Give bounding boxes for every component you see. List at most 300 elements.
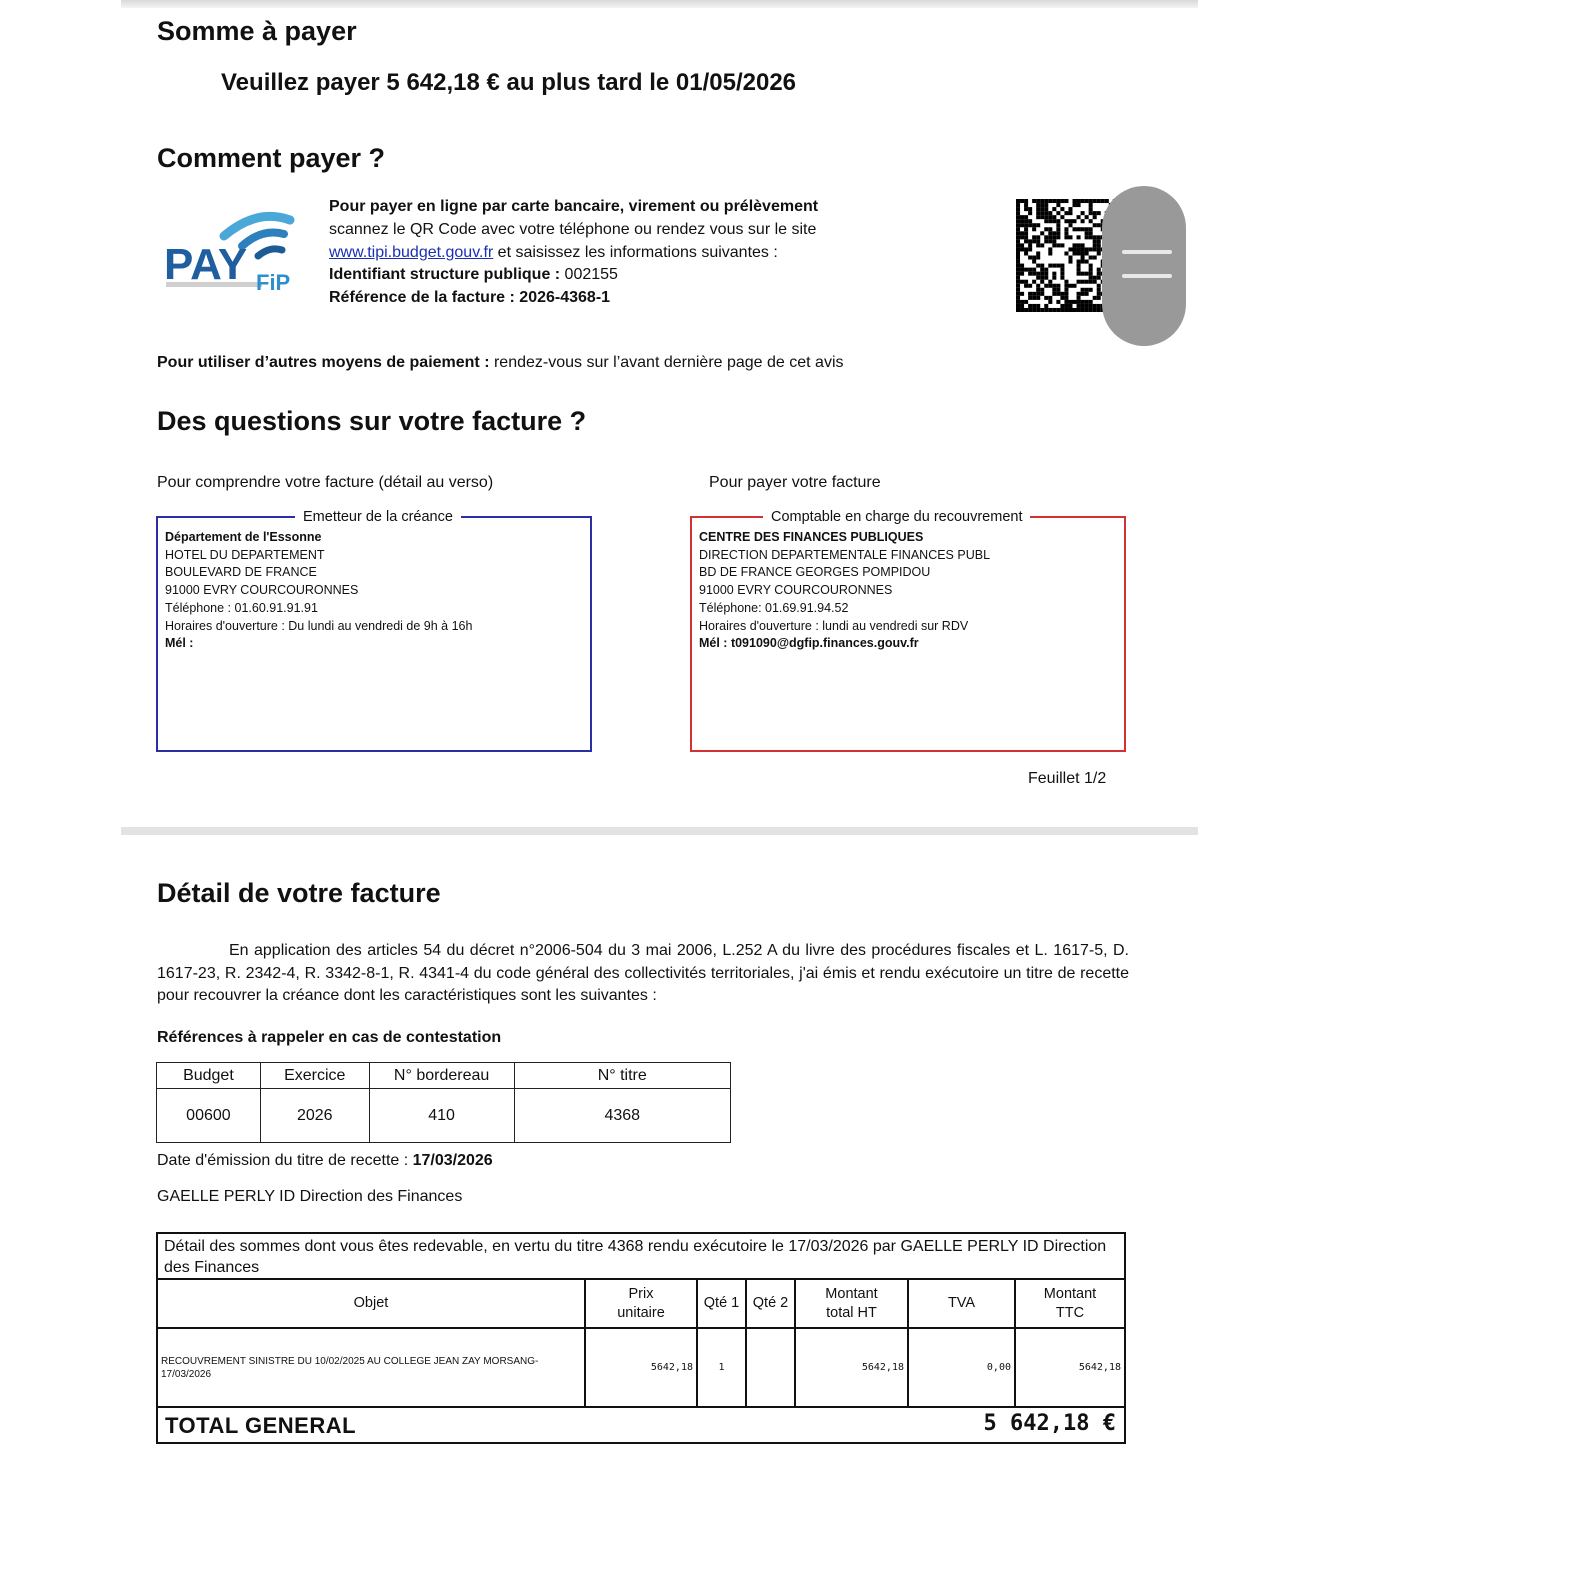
qr-module [1064,296,1068,300]
qr-module [1036,284,1040,288]
qr-module [1085,251,1089,255]
qr-module [1077,264,1081,268]
qr-module [1016,304,1020,308]
qr-module [1068,235,1072,239]
handle-grip-line [1122,274,1172,278]
qr-module [1081,227,1085,231]
qr-module [1077,296,1081,300]
qr-module [1089,247,1093,251]
qr-module [1056,219,1060,223]
other-payment-text: rendez-vous sur l’avant dernière page de cet avis [489,354,844,371]
ref-titre-value: 4368 [514,1089,731,1143]
qr-module [1064,231,1068,235]
qr-module [1097,251,1101,255]
qr-module [1068,304,1072,308]
col-qte1: Qté 1 [697,1280,746,1328]
qr-module [1048,211,1052,215]
qr-module [1073,300,1077,304]
row-qte2 [746,1328,795,1406]
qr-module [1040,215,1044,219]
qr-module [1081,260,1085,264]
qr-module [1036,239,1040,243]
qr-module [1093,296,1097,300]
qr-module [1077,235,1081,239]
qr-module [1032,227,1036,231]
issuer-mail: Mél : [165,636,194,651]
qr-module [1040,268,1044,272]
qr-module [1077,243,1081,247]
ref-bordereau-value: 410 [369,1089,514,1143]
qr-module [1064,280,1068,284]
qr-module [1073,251,1077,255]
qr-module [1077,251,1081,255]
qr-module [1024,207,1028,211]
col-qte2: Qté 2 [746,1280,795,1328]
issuer-line: BOULEVARD DE FRANCE [165,565,317,580]
qr-module [1056,223,1060,227]
qr-module [1032,223,1036,227]
qr-module [1048,280,1052,284]
qr-module [1052,292,1056,296]
row-prix: 5642,18 [585,1328,697,1406]
amounts-detail-table [156,1232,1126,1444]
qr-module [1064,219,1068,223]
qr-module [1081,272,1085,276]
qr-module [1081,199,1085,203]
qr-module [1036,272,1040,276]
qr-module [1060,276,1064,280]
issuer-name: Département de l'Essonne [165,530,322,544]
qr-module [1028,207,1032,211]
qr-module [1016,264,1020,268]
qr-module [1016,231,1020,235]
qr-module [1036,288,1040,292]
qr-module [1040,211,1044,215]
row-ht: 5642,18 [795,1328,908,1406]
qr-module [1028,308,1032,312]
qr-module [1024,268,1028,272]
issuer-line: HOTEL DU DEPARTEMENT [165,547,325,562]
qr-module [1028,219,1032,223]
qr-module [1048,308,1052,312]
qr-module [1093,276,1097,280]
qr-module [1073,199,1077,203]
qr-module [1056,227,1060,231]
qr-module [1052,276,1056,280]
qr-module [1089,256,1093,260]
qr-module [1097,268,1101,272]
total-row [158,1406,1124,1442]
qr-module [1036,304,1040,308]
qr-module [1068,207,1072,211]
issuer-phone: Téléphone : 01.60.91.91.91 [165,600,318,615]
qr-module [1056,284,1060,288]
qr-module [1016,239,1020,243]
qr-module [1016,284,1020,288]
qr-module [1020,292,1024,296]
qr-module [1073,227,1077,231]
table-row [158,1328,1124,1406]
qr-module [1036,296,1040,300]
qr-module [1097,223,1101,227]
qr-module [1064,227,1068,231]
qr-module [1016,251,1020,255]
qr-module [1048,284,1052,288]
payfip-logo-text: PAY [164,240,248,289]
qr-module [1093,280,1097,284]
understand-invoice-subtitle: Pour comprendre votre facture (détail au verso) [157,474,494,491]
qr-module [1089,272,1093,276]
qr-module [1016,268,1020,272]
qr-module [1032,304,1036,308]
qr-module [1060,264,1064,268]
qr-module [1016,219,1020,223]
total-value: 5 642,18 € [983,1411,1116,1436]
qr-module [1085,260,1089,264]
qr-module [1024,251,1028,255]
qr-module [1044,211,1048,215]
qr-module [1077,268,1081,272]
qr-module [1040,199,1044,203]
qr-module [1040,243,1044,247]
qr-module [1020,215,1024,219]
scroll-handle[interactable] [1102,186,1186,346]
qr-module [1028,284,1032,288]
qr-module [1081,308,1085,312]
qr-module [1068,223,1072,227]
accountant-line: DIRECTION DEPARTEMENTALE FINANCES PUBL [699,547,991,562]
qr-module [1044,199,1048,203]
qr-module [1020,272,1024,276]
qr-module [1020,264,1024,268]
qr-module [1016,199,1020,203]
qr-module [1056,211,1060,215]
qr-module [1044,272,1048,276]
qr-module [1060,207,1064,211]
qr-module [1077,292,1081,296]
amount-due-heading: Somme à payer [157,16,357,46]
emission-date-label: Date d'émission du titre de recette : [157,1152,413,1169]
qr-module [1052,215,1056,219]
qr-module [1044,215,1048,219]
qr-module [1040,280,1044,284]
qr-module [1089,280,1093,284]
qr-module [1068,211,1072,215]
qr-module [1097,276,1101,280]
col-objet: Objet [158,1280,585,1328]
qr-module [1052,264,1056,268]
qr-module [1036,207,1040,211]
qr-module [1060,304,1064,308]
qr-module [1056,292,1060,296]
qr-module [1040,207,1044,211]
qr-module [1085,304,1089,308]
qr-module [1020,304,1024,308]
qr-module [1024,203,1028,207]
online-payment-line2: scannez le QR Code avec votre téléphone ou rendez vous sur le site [329,220,817,238]
qr-module [1020,219,1024,223]
col-montant-ht: Montant total HT [795,1280,908,1328]
qr-module [1077,247,1081,251]
qr-module [1093,239,1097,243]
qr-module [1036,199,1040,203]
qr-module [1093,304,1097,308]
qr-module [1028,292,1032,296]
qr-module [1081,292,1085,296]
qr-module [1028,223,1032,227]
qr-module [1081,219,1085,223]
qr-module [1060,292,1064,296]
qr-module [1052,231,1056,235]
qr-module [1052,288,1056,292]
amounts-table [158,1280,1124,1406]
qr-module [1064,304,1068,308]
qr-module [1068,247,1072,251]
row-ttc: 5642,18 [1078,1362,1121,1373]
qr-module [1068,260,1072,264]
qr-module [1020,223,1024,227]
emission-date-line [157,1152,493,1170]
qr-module [1077,227,1081,231]
qr-module [1093,211,1097,215]
page-separator [121,827,1198,835]
qr-module [1085,292,1089,296]
qr-module [1024,280,1028,284]
qr-module [1040,264,1044,268]
qr-module [1032,272,1036,276]
qr-module [1048,264,1052,268]
issuer-box-legend: Emetteur de la créance [295,508,461,526]
qr-module [1052,239,1056,243]
qr-module [1089,276,1093,280]
qr-module [1016,203,1020,207]
qr-module [1060,243,1064,247]
qr-module [1020,247,1024,251]
qr-module [1077,280,1081,284]
qr-module [1089,219,1093,223]
ref-col-bordereau: N° bordereau [369,1063,514,1089]
qr-module [1036,292,1040,296]
qr-module [1077,308,1081,312]
qr-module [1028,296,1032,300]
qr-module [1089,268,1093,272]
qr-module [1064,300,1068,304]
top-page-separator [121,0,1198,8]
qr-module [1089,308,1093,312]
qr-module [1085,247,1089,251]
online-payment-info [329,196,818,310]
tipi-link[interactable]: www.tipi.budget.gouv.fr [329,243,494,261]
qr-module [1020,280,1024,284]
qr-module [1052,284,1056,288]
qr-module [1097,247,1101,251]
qr-module [1016,260,1020,264]
qr-module [1081,247,1085,251]
qr-module [1085,272,1089,276]
qr-module [1048,231,1052,235]
accountant-line: BD DE FRANCE GEORGES POMPIDOU [699,565,931,580]
qr-module [1048,227,1052,231]
signer: GAELLE PERLY ID Direction des Finances [157,1188,463,1205]
qr-module [1085,300,1089,304]
ref-budget-value: 00600 [157,1089,261,1143]
qr-module [1044,304,1048,308]
structure-id-label: Identifiant structure publique : [329,266,561,284]
qr-module [1056,300,1060,304]
qr-module [1044,308,1048,312]
qr-module [1036,251,1040,255]
legal-paragraph-text: En application des articles 54 du décret n°2006-504 du 3 mai 2006, L.252 A du livre des procédures fiscales et L. 1617-5, D. 1617-23, R. 2342-4, R. 3342-8-1, R. 4341-4 du code général des collectivités territoriales, j'ai émis et rendu exécutoire un titre de recette pour recouvrer la créance dont les caractéristiques sont les suivantes : [157,942,1129,1005]
qr-module [1016,235,1020,239]
qr-module [1089,264,1093,268]
qr-module [1016,223,1020,227]
row-objet: RECOUVREMENT SINISTRE DU 10/02/2025 AU COLLEGE JEAN ZAY MORSANG- 17/03/2026 [158,1328,585,1406]
qr-module [1064,288,1068,292]
qr-module [1060,215,1064,219]
qr-module [1016,243,1020,247]
qr-module [1036,215,1040,219]
qr-module [1060,296,1064,300]
qr-module [1024,247,1028,251]
qr-module [1016,215,1020,219]
qr-module [1020,300,1024,304]
qr-module [1024,308,1028,312]
qr-module [1016,292,1020,296]
qr-module [1040,292,1044,296]
ref-col-exercice: Exercice [260,1063,369,1089]
qr-module [1097,296,1101,300]
amounts-header-row [158,1280,1124,1328]
qr-module [1048,235,1052,239]
qr-module [1016,256,1020,260]
invoice-detail-heading: Détail de votre facture [157,878,441,908]
qr-module [1032,256,1036,260]
qr-module [1028,211,1032,215]
qr-module [1048,199,1052,203]
qr-module [1097,292,1101,296]
qr-module [1032,296,1036,300]
qr-module [1040,231,1044,235]
qr-module [1036,223,1040,227]
qr-module [1060,268,1064,272]
qr-module [1052,235,1056,239]
qr-module [1048,219,1052,223]
qr-module [1036,276,1040,280]
legal-paragraph [157,940,1129,1008]
qr-module [1024,219,1028,223]
qr-module [1028,304,1032,308]
qr-module [1024,227,1028,231]
qr-module [1052,308,1056,312]
qr-module [1097,288,1101,292]
total-label: TOTAL GENERAL [165,1413,357,1438]
ref-col-titre: N° titre [514,1063,731,1089]
qr-module [1028,243,1032,247]
qr-module [1040,308,1044,312]
qr-module [1056,308,1060,312]
qr-module [1085,235,1089,239]
references-table [156,1062,731,1143]
qr-module [1085,227,1089,231]
qr-module [1036,211,1040,215]
qr-module [1024,215,1028,219]
qr-module [1024,239,1028,243]
other-payment-means [157,354,844,372]
pay-invoice-subtitle: Pour payer votre facture [709,474,881,491]
qr-module [1036,264,1040,268]
qr-module [1060,199,1064,203]
qr-module [1085,215,1089,219]
qr-module [1040,276,1044,280]
qr-module [1040,203,1044,207]
row-tva: 0,00 [908,1328,1015,1406]
qr-module [1024,235,1028,239]
qr-module [1020,199,1024,203]
qr-module [1093,247,1097,251]
qr-module [1097,235,1101,239]
qr-module [1028,247,1032,251]
qr-module [1085,199,1089,203]
qr-module [1036,308,1040,312]
qr-module [1016,207,1020,211]
qr-module [1081,300,1085,304]
qr-module [1077,300,1081,304]
accountant-line: 91000 EVRY COURCOURONNES [699,583,893,598]
questions-heading: Des questions sur votre facture ? [157,406,587,436]
qr-module [1056,288,1060,292]
qr-module [1044,219,1048,223]
qr-module [1056,203,1060,207]
qr-module [1097,243,1101,247]
qr-module [1097,211,1101,215]
qr-module [1048,215,1052,219]
emission-date-value: 17/03/2026 [412,1152,493,1169]
qr-module [1093,308,1097,312]
qr-module [1077,199,1081,203]
online-payment-line3: et saisissez les informations suivantes : [493,243,778,261]
qr-module [1089,300,1093,304]
qr-module [1056,235,1060,239]
qr-module [1024,199,1028,203]
qr-module [1073,247,1077,251]
qr-module [1081,288,1085,292]
qr-module [1093,199,1097,203]
online-payment-line1: Pour payer en ligne par carte bancaire, virement ou prélèvement [329,198,819,215]
qr-module [1085,308,1089,312]
qr-module [1028,256,1032,260]
qr-module [1077,304,1081,308]
qr-module [1032,268,1036,272]
qr-module [1052,243,1056,247]
qr-module [1085,288,1089,292]
qr-module [1081,304,1085,308]
qr-module [1016,288,1020,292]
qr-module [1077,260,1081,264]
qr-module [1089,203,1093,207]
references-value-row [157,1089,731,1143]
qr-module [1036,235,1040,239]
qr-module [1024,300,1028,304]
qr-module [1044,227,1048,231]
accountant-mail: Mél : t091090@dgfip.finances.gouv.fr [699,636,919,651]
qr-module [1068,219,1072,223]
qr-module [1016,280,1020,284]
qr-module [1036,243,1040,247]
qr-module [1089,288,1093,292]
qr-module [1044,235,1048,239]
qr-module [1097,199,1101,203]
qr-module [1020,231,1024,235]
